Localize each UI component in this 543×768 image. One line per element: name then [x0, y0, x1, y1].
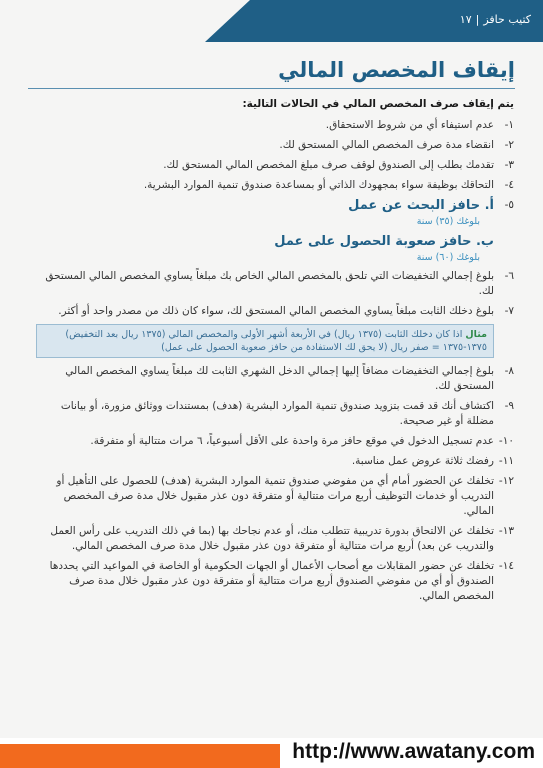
list-item: ٣- تقدمك بطلب إلى الصندوق لوقف صرف مبلغ المخصص المالي المستحق لك. — [163, 159, 514, 171]
list-item: ٨- بلوغ إجمالي التخفيضات مضافاً إليها إجمالي الدخل الشهري الثابت لك مبلغاً يساوي المخصص المالي المستحق لك. — [65, 365, 514, 392]
watermark-url[interactable]: http://www.awatany.com — [292, 740, 535, 763]
section-title: إيقاف المخصص المالي — [278, 58, 515, 82]
list-item: ٥- أ. حافز البحث عن عمل بلوغك (٣٥) سنة — [348, 198, 514, 227]
title-divider — [28, 88, 515, 89]
footer-accent-bar — [0, 744, 280, 768]
list-item: ٩- اكتشاف أنك قد قمت بتزويد صندوق تنمية الموارد البشرية (هدف) بمستندات ووثائق مزورة، أو بيانات مضللة أو غير صحيحة. — [60, 400, 514, 427]
list-item: ٧- بلوغ دخلك الثابت مبلغاً يساوي المخصص المالي المستحق لك، سواء كان ذلك من مصدر واحد أو أكثر. — [58, 305, 514, 317]
example-box — [36, 324, 494, 358]
book-title: كتيب حافز — [483, 13, 531, 26]
subhead-b: ب. حافز صعوبة الحصول على عمل — [274, 234, 494, 249]
list-item: ١٣- تخلفك عن الالتحاق بدورة تدريبية تتطلب منك، أو عدم نجاحك بها (بما في ذلك التدريب على رأس العمل والتدريب عن بعد) أربع مرات متتالية أو متفرقة دون عذر مقبول خلال مدة صرف المخصص المالي. — [50, 525, 514, 552]
example-line1: اذا كان دخلك الثابت (١٣٧٥ ريال) في الأربعة أشهر الأولى والمخصص المالي (١٣٧٥ ريال بعد التخفيض) — [65, 329, 463, 340]
page-number: ١٧ — [459, 13, 472, 26]
list-item: ١- عدم استيفاء أي من شروط الاستحقاق. — [325, 119, 514, 131]
main-content — [36, 97, 514, 609]
intro-text: يتم إيقاف صرف المخصص المالي في الحالات التالية: — [242, 98, 514, 110]
example-line2: ١٣٧٥-١٣٧٥ = صفر ريال (لا يحق لك الاستفادة من حافز صعوبة الحصول على عمل) — [161, 342, 487, 353]
list-item: ٦- بلوغ إجمالي التخفيضات التي تلحق بالمخصص المالي الخاص بك مبلغاً يساوي المخصص المالي المستحق لك. — [45, 270, 514, 297]
list-item: ٤- التحاقك بوظيفة سواء بمجهودك الذاتي أو بمساعدة صندوق تنمية الموارد البشرية. — [143, 179, 514, 191]
sub-item-b — [36, 234, 494, 265]
list-item: ٢- انقضاء مدة صرف المخصص المالي المستحق لك. — [279, 139, 514, 151]
list-item: ١٢- تخلفك عن الحضور أمام أي من مفوضي صندوق تنمية الموارد البشرية (هدف) للحصول على التأهيل أو التدريب أو خدمات التوظيف أربع مرات متتالية أو متفرقة دون عذر مقبول خلال مدة صرف المخصص المالي. — [56, 475, 514, 517]
example-label: مثال — [465, 329, 487, 340]
subhead-a: أ. حافز البحث عن عمل — [348, 198, 494, 213]
subnote-b: بلوغك (٦٠) سنة — [416, 252, 480, 263]
list-item: ١١- رفضك ثلاثة عروض عمل مناسبة. — [351, 455, 514, 467]
list-item: ١٠- عدم تسجيل الدخول في موقع حافز مرة واحدة على الأقل أسبوعياً، ٦ مرات متتالية أو متفرقة. — [90, 435, 514, 447]
running-header: كتيب حافز|١٧ — [459, 13, 531, 26]
list-item: ١٤- تخلفك عن حضور المقابلات مع أصحاب الأعمال أو الجهات الحكومية أو الخاصة في المواعيد التي يحددها الصندوق أو أي من مفوضي الصندوق أربع مرات متتالية أو متفرقة دون عذر مقبول خلال مدة صرف المخصص المالي. — [49, 560, 514, 602]
subnote-a: بلوغك (٣٥) سنة — [416, 216, 480, 227]
